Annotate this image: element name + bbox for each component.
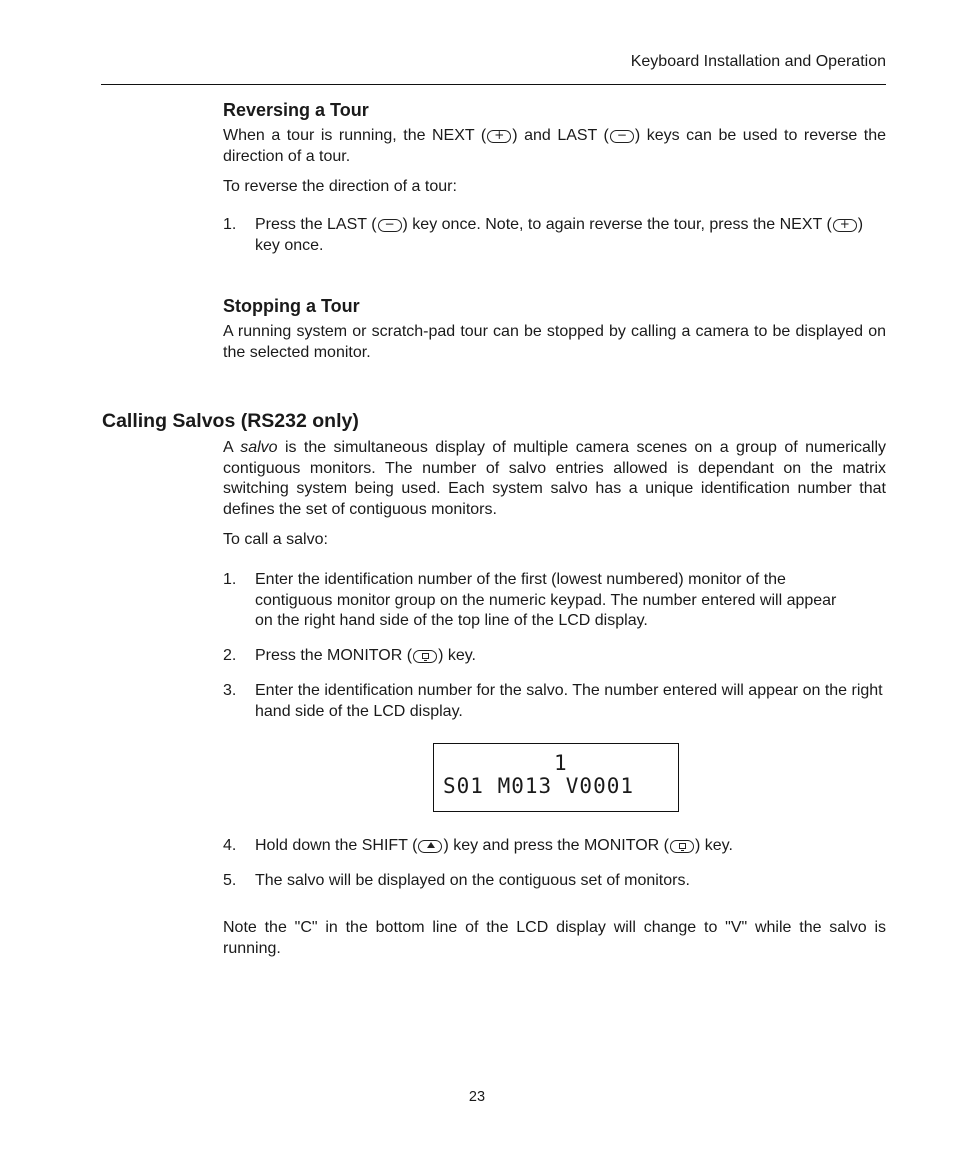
monitor-key-icon [413, 650, 437, 663]
step-text [255, 215, 886, 256]
text-run: ) key. [438, 647, 476, 664]
stopping-section [223, 296, 886, 363]
monitor-glyph [679, 843, 686, 849]
lcd-line-2: S01 M013 V0001 [443, 774, 635, 798]
page-header-title: Keyboard Installation and Operation [630, 53, 886, 70]
lcd-line-1: 1 [554, 751, 567, 775]
step-number: 1. [223, 216, 237, 233]
step-number: 4. [223, 837, 237, 854]
salvos-intro: To call a salvo: [223, 531, 328, 548]
step-text: The salvo will be displayed on the contiguous set of monitors. [255, 872, 690, 889]
step-text [255, 646, 886, 667]
next-key-icon [833, 219, 857, 232]
header-rule [101, 84, 886, 85]
note-paragraph: Note the "C" in the bottom line of the LCD display will change to "V" while the salvo is running. [223, 919, 886, 957]
plus-glyph: + [839, 217, 850, 231]
salvos-heading: Calling Salvos (RS232 only) [102, 410, 359, 432]
reversing-paragraph [223, 126, 886, 167]
salvo-step-3 [223, 681, 886, 722]
salvos-section [223, 438, 886, 551]
salvo-term: salvo [240, 439, 278, 456]
step-text: Enter the identification number of the first (lowest numbered) monitor of the contiguous monitor group on the numeric keypad. The number entered will appear on the right hand side of the top line of the LCD display. [255, 571, 837, 629]
text-run: A [223, 439, 241, 456]
salvo-step-5 [223, 871, 886, 892]
salvo-step-4 [223, 836, 886, 857]
step-number: 5. [223, 872, 237, 889]
last-key-icon [378, 219, 402, 232]
text-run: is the simultaneous display of multiple camera scenes on a group of numerically contiguous monitors. The number of salvo entries allowed is dependant on the matrix switching system being used. Each system salvo has a unique identification number that defines the set of contiguous monitors. [223, 439, 886, 518]
text-run: ) key once. Note, to again reverse the tour, press the NEXT ( [402, 216, 832, 233]
step-number: 1. [223, 571, 237, 588]
text-run: ) keys can be used to reverse the direction of a tour. [223, 127, 886, 165]
reversing-intro: To reverse the direction of a tour: [223, 178, 457, 195]
salvo-step-2 [223, 646, 886, 667]
salvo-step-1 [223, 570, 886, 632]
text-run: When a tour is running, the NEXT ( [223, 127, 487, 144]
step-number: 3. [223, 682, 237, 699]
reversing-section [223, 100, 886, 198]
text-run: Hold down the SHIFT ( [255, 837, 418, 854]
last-key-icon [610, 130, 634, 143]
shift-glyph [427, 842, 435, 848]
lcd-display [433, 743, 679, 812]
monitor-key-icon [670, 840, 694, 853]
shift-key-icon [418, 840, 442, 853]
minus-glyph: − [384, 217, 395, 231]
text-run: ) key. [694, 837, 733, 854]
plus-glyph: + [494, 128, 505, 142]
text-run: Press the LAST ( [255, 216, 377, 233]
text-run: ) key and press the MONITOR ( [443, 837, 669, 854]
page-number: 23 [468, 1089, 486, 1105]
reversing-step-1 [223, 215, 886, 256]
salvos-paragraph [223, 438, 886, 520]
reversing-heading: Reversing a Tour [223, 100, 369, 120]
step-text [255, 836, 886, 857]
text-run: Press the MONITOR ( [255, 647, 413, 664]
step-text: Enter the identification number for the salvo. The number entered will appear on the right hand side of the LCD display. [255, 682, 883, 720]
next-key-icon [487, 130, 511, 143]
stopping-heading: Stopping a Tour [223, 296, 360, 316]
stopping-paragraph: A running system or scratch-pad tour can be stopped by calling a camera to be displayed on the selected monitor. [223, 323, 886, 361]
step-number: 2. [223, 647, 237, 664]
minus-glyph: − [616, 128, 627, 142]
text-run: ) and LAST ( [512, 127, 609, 144]
note-section [223, 918, 886, 959]
monitor-glyph [422, 653, 429, 659]
text-run: ) key once. [255, 216, 864, 254]
